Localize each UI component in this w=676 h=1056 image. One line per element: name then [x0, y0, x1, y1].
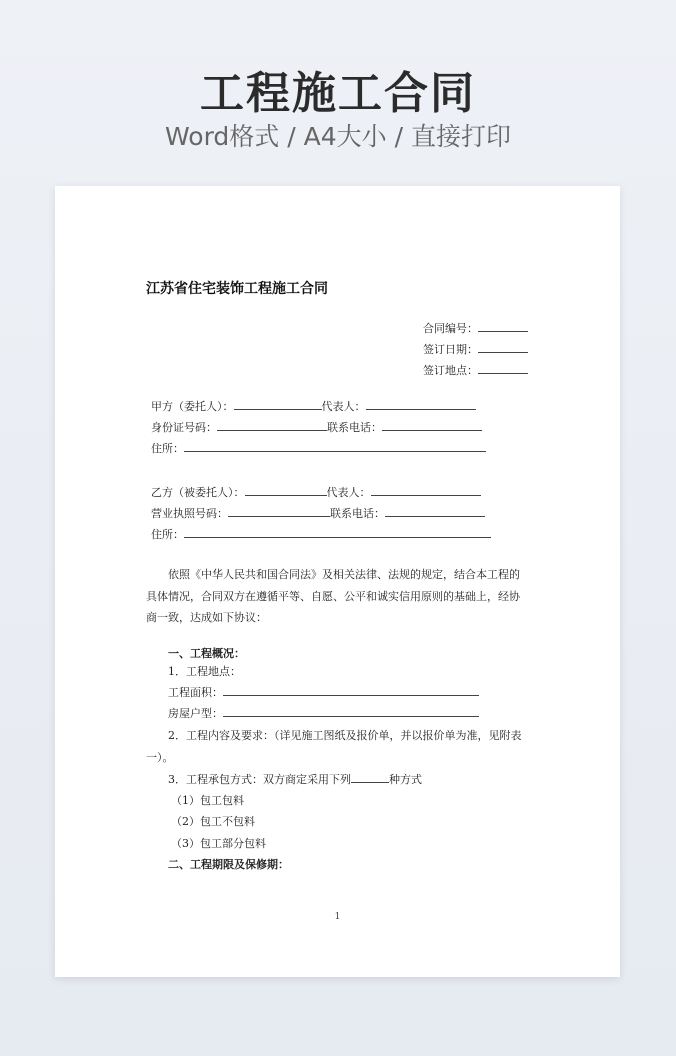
work-content-line-2: 一）。 [146, 751, 174, 764]
contract-method-blank[interactable] [351, 772, 389, 783]
party-b-license-label: 营业执照号码： [151, 507, 228, 520]
page-number: 1 [334, 912, 341, 922]
work-location-row: 1．工程地点： [168, 665, 241, 678]
hero-subtitle: Word格式 / A4大小 / 直接打印 [165, 122, 511, 151]
document-body [55, 186, 620, 977]
party-a-address-blank[interactable] [184, 441, 486, 452]
party-a-phone-label: 联系电话： [327, 421, 382, 434]
party-b-phone-blank[interactable] [385, 506, 485, 517]
sign-place-label: 签订地点： [423, 364, 478, 377]
party-b-name-label: 乙方（被委托人）： [151, 486, 245, 499]
work-content-line-1: 2．工程内容及要求：（详见施工图纸及报价单，并以报价单为准，见附表 [168, 729, 522, 742]
sign-place-blank[interactable] [478, 363, 528, 374]
document-title: 江苏省住宅装饰工程施工合同 [146, 281, 328, 297]
party-b-name-blank[interactable] [245, 485, 327, 496]
work-area-label: 工程面积： [168, 686, 223, 699]
work-area-blank[interactable] [223, 685, 479, 696]
party-a-id-label: 身份证号码： [151, 421, 217, 434]
party-b-address-row [151, 526, 491, 542]
house-type-label: 房屋户型： [168, 707, 223, 720]
party-a-name-blank[interactable] [234, 399, 322, 410]
party-b-license-row [151, 505, 485, 521]
party-a-phone-blank[interactable] [382, 420, 482, 431]
hero-title: 工程施工合同 [200, 68, 476, 119]
party-b-address-label: 住所： [151, 528, 184, 541]
option-3: （3）包工部分包料 [171, 837, 266, 850]
section-1-heading: 一、工程概况： [168, 647, 245, 660]
document-page [55, 186, 620, 977]
party-a-address-label: 住所： [151, 442, 184, 455]
sign-date-label: 签订日期： [423, 343, 478, 356]
contract-number-row [423, 320, 528, 336]
section-2-heading: 二、工程期限及保修期： [168, 858, 289, 871]
party-b-rep-label: 代表人： [326, 486, 371, 499]
party-b-phone-label: 联系电话： [330, 507, 385, 520]
party-a-address-row [151, 440, 486, 456]
party-a-name-label: 甲方（委托人）： [151, 400, 234, 413]
party-b-license-blank[interactable] [228, 506, 330, 517]
party-b-rep-blank[interactable] [371, 485, 481, 496]
contract-number-blank[interactable] [478, 321, 528, 332]
party-a-id-blank[interactable] [217, 420, 327, 431]
contract-method-label: 3．工程承包方式：双方商定采用下列 [168, 773, 351, 786]
party-a-id-row [151, 419, 482, 435]
option-2: （2）包工不包料 [171, 815, 255, 828]
sign-date-blank[interactable] [478, 342, 528, 353]
house-type-blank[interactable] [223, 706, 479, 717]
work-area-row [168, 684, 479, 700]
contract-number-label: 合同编号： [423, 322, 478, 335]
house-type-row [168, 705, 479, 721]
contract-method-row [168, 771, 422, 787]
party-b-name-row [151, 484, 481, 500]
party-a-rep-blank[interactable] [366, 399, 476, 410]
sign-date-row [423, 341, 528, 357]
preamble-paragraph: 依照《中华人民共和国合同法》及相关法律、法规的规定，结合本工程的具体情况，合同双方在遵循平等、自愿、公平和诚实信用原则的基础上，经协商一致，达成如下协议： [146, 568, 520, 624]
party-a-name-row [151, 398, 476, 414]
party-b-address-blank[interactable] [184, 527, 491, 538]
option-1: （1）包工包料 [171, 794, 244, 807]
sign-place-row [423, 362, 528, 378]
contract-method-suffix: 种方式 [389, 773, 422, 786]
party-a-rep-label: 代表人： [321, 400, 366, 413]
